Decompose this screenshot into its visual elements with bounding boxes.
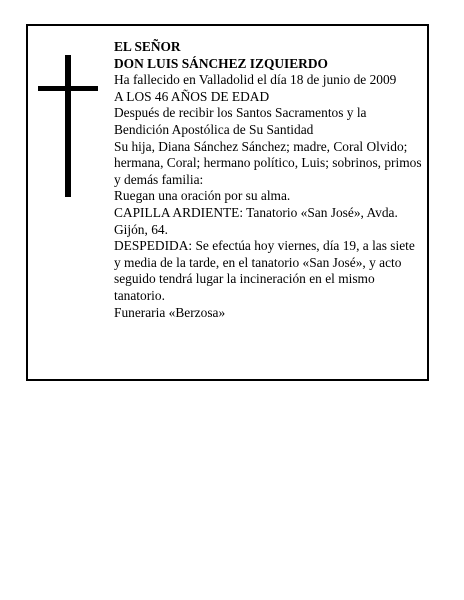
notice-text <box>114 39 424 321</box>
notice-heading-title: EL SEÑOR <box>114 39 181 54</box>
death-announcement: Ha fallecido en Valladolid el día 18 de junio de 2009 <box>114 72 397 88</box>
age-line: A LOS 46 AÑOS DE EDAD <box>114 88 270 104</box>
cross-icon <box>38 55 98 197</box>
prayer-request: Ruegan una oración por su alma. <box>114 188 291 204</box>
sacraments-line: Después de recibir los Santos Sacramentos y la Bendición Apostólica de Su Santidad <box>114 105 367 137</box>
notice-heading-name: DON LUIS SÁNCHEZ IZQUIERDO <box>114 55 328 71</box>
farewell-info: DESPEDIDA: Se efectúa hoy viernes, día 19, a las siete y media de la tarde, en el tanatorio «San José», y acto seguido tendrá lugar la incineración en el mismo tanatorio. <box>114 238 415 303</box>
family-line: Su hija, Diana Sánchez Sánchez; madre, Coral Olvido; hermana, Coral; hermano político, Luis; sobrinos, primos y demás familia: <box>114 138 422 187</box>
funeral-home: Funeraria «Berzosa» <box>114 304 226 320</box>
cross-horizontal-bar <box>38 86 98 91</box>
chapel-info: CAPILLA ARDIENTE: Tanatorio «San José», Avda. Gijón, 64. <box>114 204 398 237</box>
cross-vertical-bar <box>65 55 71 197</box>
